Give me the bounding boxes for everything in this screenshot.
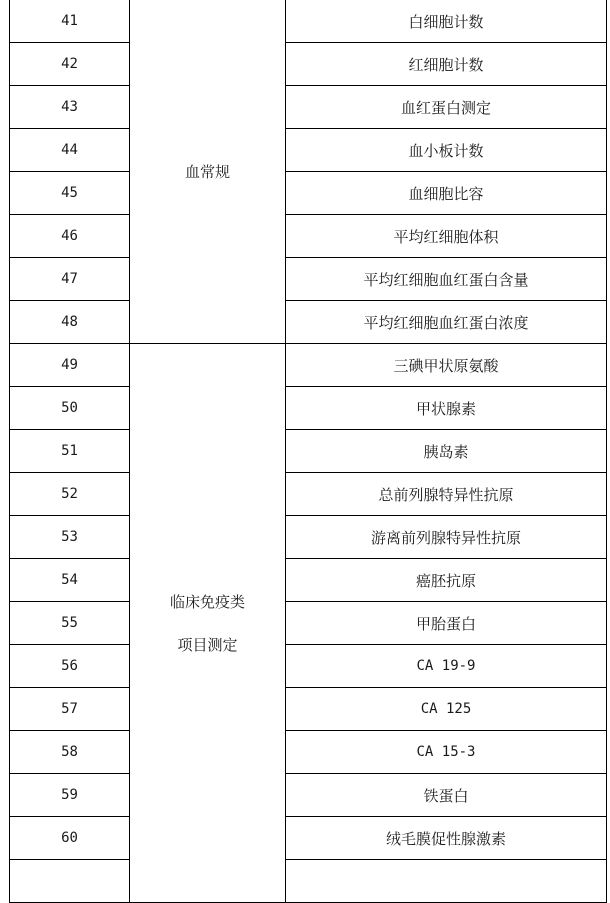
test-item-name: 平均红细胞血红蛋白浓度	[286, 301, 607, 344]
test-item-name: 红细胞计数	[286, 43, 607, 86]
table-row	[10, 0, 607, 43]
row-number: 47	[10, 258, 130, 301]
test-item-name: 癌胚抗原	[286, 559, 607, 602]
test-item-name: 胰岛素	[286, 430, 607, 473]
table-row	[10, 774, 607, 817]
table-row	[10, 602, 607, 645]
table-row-partial	[10, 860, 607, 903]
test-item-name: 总前列腺特异性抗原	[286, 473, 607, 516]
row-number: 44	[10, 129, 130, 172]
table-row	[10, 559, 607, 602]
category-label-line-2: 项目测定	[177, 636, 238, 654]
row-number: 60	[10, 817, 130, 860]
table-row	[10, 430, 607, 473]
test-item-name: 甲胎蛋白	[286, 602, 607, 645]
table-body	[10, 0, 607, 903]
test-item-name: 平均红细胞体积	[286, 215, 607, 258]
row-number: 46	[10, 215, 130, 258]
table-row	[10, 215, 607, 258]
table-row	[10, 473, 607, 516]
test-item-name: 血红蛋白测定	[286, 86, 607, 129]
row-number: 41	[10, 0, 130, 43]
table-row	[10, 645, 607, 688]
table-row	[10, 86, 607, 129]
test-item-name: 白细胞计数	[286, 0, 607, 43]
table-row	[10, 387, 607, 430]
test-item-name: CA 125	[286, 688, 607, 731]
test-item-name: 绒毛膜促性腺激素	[286, 817, 607, 860]
category-cell	[130, 344, 286, 903]
table-row	[10, 516, 607, 559]
test-items-table	[9, 0, 607, 903]
table-row	[10, 129, 607, 172]
table-row	[10, 731, 607, 774]
test-item-name: CA 19-9	[286, 645, 607, 688]
category-cell	[130, 0, 286, 344]
row-number: 45	[10, 172, 130, 215]
table-row	[10, 258, 607, 301]
row-number: 42	[10, 43, 130, 86]
row-number: 56	[10, 645, 130, 688]
row-number: 57	[10, 688, 130, 731]
table-row	[10, 301, 607, 344]
category-label: 血常规	[184, 163, 230, 181]
row-number: 54	[10, 559, 130, 602]
test-item-name: 游离前列腺特异性抗原	[286, 516, 607, 559]
row-number: 43	[10, 86, 130, 129]
table-row	[10, 172, 607, 215]
row-number: 53	[10, 516, 130, 559]
test-item-name: 铁蛋白	[286, 774, 607, 817]
category-label-line-1: 临床免疫类	[169, 593, 245, 611]
row-number: 48	[10, 301, 130, 344]
row-number: 52	[10, 473, 130, 516]
row-number: 58	[10, 731, 130, 774]
test-item-name: 血细胞比容	[286, 172, 607, 215]
test-item-name: 血小板计数	[286, 129, 607, 172]
table-row	[10, 817, 607, 860]
row-number: 49	[10, 344, 130, 387]
test-item-name: 平均红细胞血红蛋白含量	[286, 258, 607, 301]
test-item-name: CA 15-3	[286, 731, 607, 774]
row-number: 59	[10, 774, 130, 817]
table-row	[10, 344, 607, 387]
row-number: 55	[10, 602, 130, 645]
row-number: 50	[10, 387, 130, 430]
table-row	[10, 688, 607, 731]
table-row	[10, 43, 607, 86]
row-number: 51	[10, 430, 130, 473]
test-item-name: 甲状腺素	[286, 387, 607, 430]
test-item-name: 三碘甲状原氨酸	[286, 344, 607, 387]
